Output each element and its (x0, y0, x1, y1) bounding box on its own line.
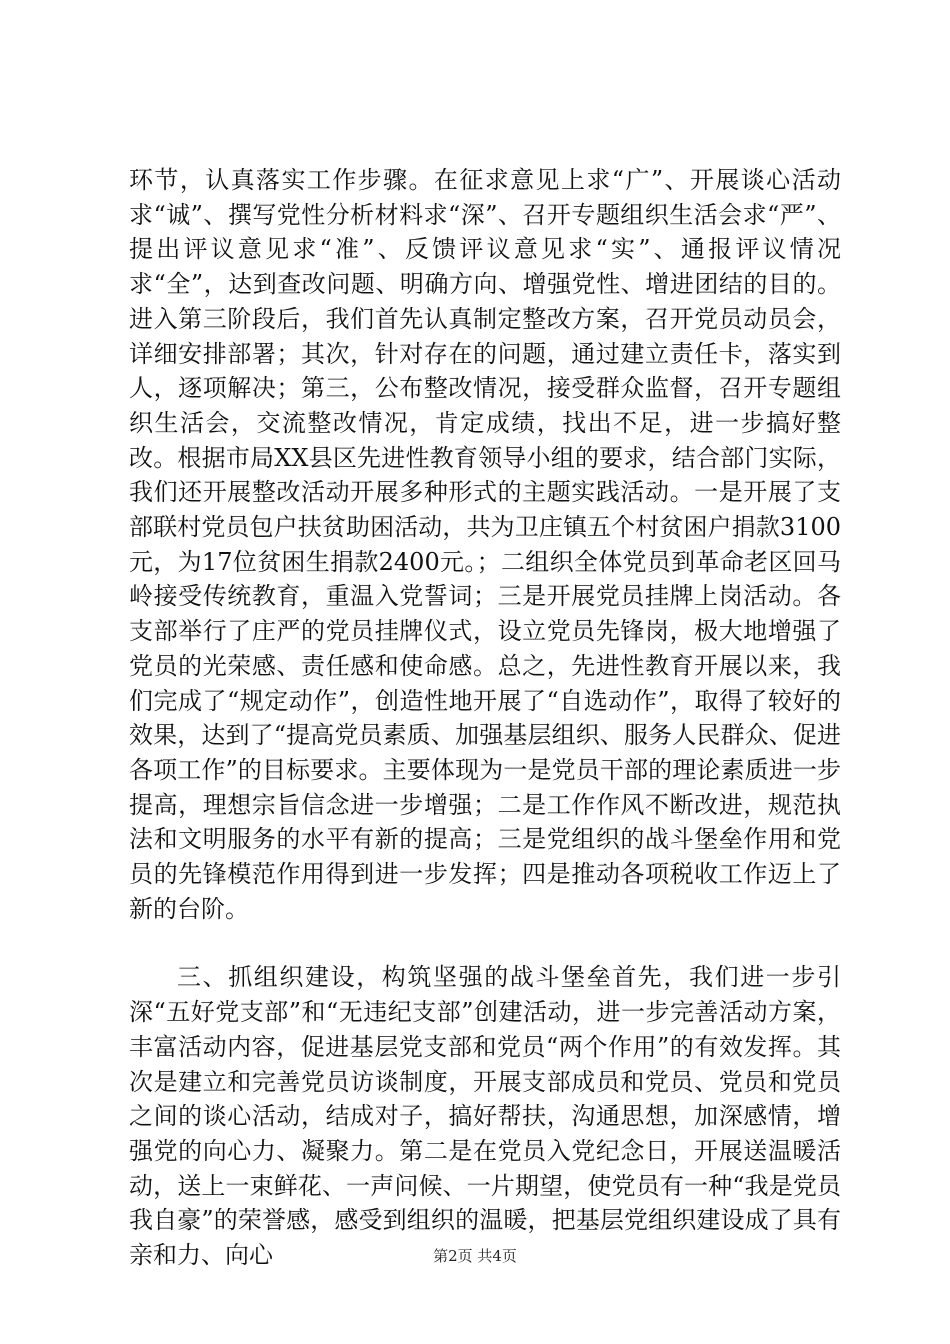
paragraph-2: 三、抓组织建设，构筑坚强的战斗堡垒首先，我们进一步引深“五好党支部”和“无违纪支部”创建活动，进一步完善活动方案，丰富活动内容，促进基层党支部和党员“两个作用”的有效发挥。其次是建立和完善党员访谈制度，开展支部成员和党员、党员和党员之间的谈心活动，结成对子，搞好帮扶，沟通思想，加深感情，增强党的向心力、凝聚力。第二是在党员入党纪念日，开展送温暖活动，送上一束鲜花、一声问候、一片期望，使党员有一种“我是党员我自豪”的荣誉感，感受到组织的温暖，把基层党组织建设成了具有亲和力、向心 (129, 963, 841, 1270)
document-body (129, 163, 841, 1273)
page-footer: 第2页 共4页 (433, 1247, 517, 1265)
paragraph-1: 环节，认真落实工作步骤。在征求意见上求“广”、开展谈心活动求“诚”、撰写党性分析材料求“深”、召开专题组织生活会求“严”、提出评议意见求“准”、反馈评议意见求“实”、通报评议情况求“全”，达到查改问题、明确方向、增强党性、增进团结的目的。进入第三阶段后，我们首先认真制定整改方案，召开党员动员会，详细安排部署；其次，针对存在的问题，通过建立责任卡，落实到人，逐项解决；第三，公布整改情况，接受群众监督，召开专题组织生活会，交流整改情况，肯定成绩，找出不足，进一步搞好整改。根据市局XX县区先进性教育领导小组的要求，结合部门实际，我们还开展整改活动开展多种形式的主题实践活动。一是开展了支部联村党员包户扶贫助困活动，共为卫庄镇五个村贫困户捐款3100元，为17位贫困生捐款2400元。；二组织全体党员到革命老区回马岭接受传统教育，重温入党誓词；三是开展党员挂牌上岗活动。各支部举行了庄严的党员挂牌仪式，设立党员先锋岗，极大地增强了党员的光荣感、责任感和使命感。总之，先进性教育开展以来，我们完成了“规定动作”，创造性地开展了“自选动作”，取得了较好的效果，达到了“提高党员素质、加强基层组织、服务人民群众、促进各项工作”的目标要求。主要体现为一是党员干部的理论素质进一步提高，理想宗旨信念进一步增强；二是工作作风不断改进，规范执法和文明服务的水平有新的提高；三是党组织的战斗堡垒作用和党员的先锋模范作用得到进一步发挥；四是推动各项税收工作迈上了新的台阶。 (129, 166, 841, 923)
